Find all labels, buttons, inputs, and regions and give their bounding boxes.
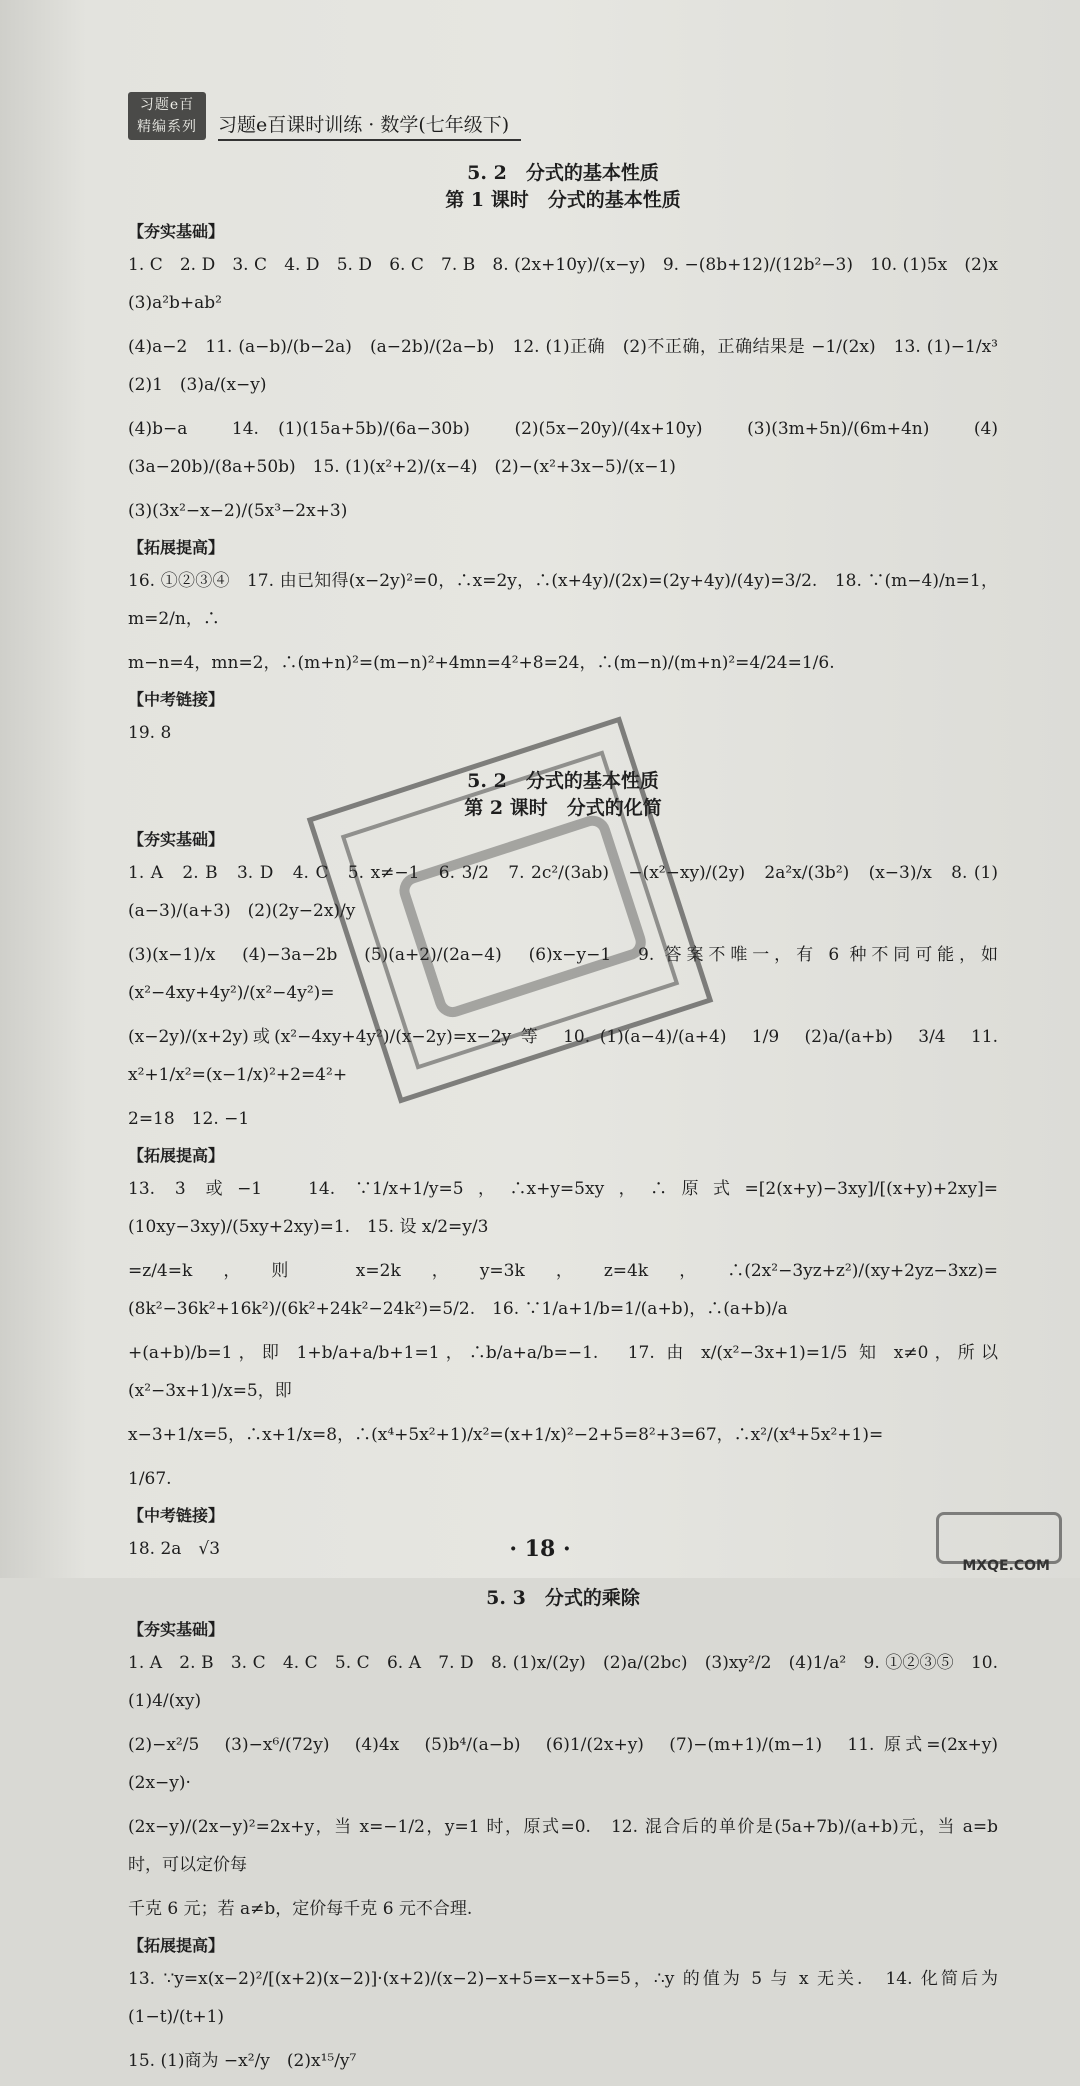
answer-line: 2=18 12. −1 (128, 1109, 250, 1129)
category-label: 【中考链接】 (128, 690, 225, 709)
category-label: 【夯实基础】 (128, 830, 225, 849)
section-5-2-lesson-1 (128, 160, 1015, 752)
stamp-glyph-icon (395, 811, 651, 1022)
answer-line: (4)a−2 11. (a−b)/(b−2a) (a−2b)/(2a−b) 12. (1)正确 (2)不正确，正确结果是 −1/(2x) 13. (1)−1/x³ (2)1 (3)a/(x−y) (128, 337, 1015, 395)
page-number: · 18 · (509, 1536, 571, 1562)
page-header (128, 92, 548, 140)
answer-line: x−3+1/x=5，∴x+1/x=8，∴(x⁴+5x²+1)/x²=(x+1/x)²−2+5=8²+3=67，∴x²/(x⁴+5x²+1)= (128, 1425, 884, 1445)
answer-line: (x−2y)/(x+2y)或(x²−4xy+4y²)/(x−2y)=x−2y 等 10. (1)(a−4)/(a+4) 1/9 (2)a/(a+b) 3/4 11. x²+1/x²=(x−1/x)²+2=4²+ (128, 1027, 998, 1085)
category-label: 【中考链接】 (128, 1506, 225, 1525)
category-label: 【拓展提高】 (128, 1146, 225, 1165)
answer-line: =z/4=k，则 x=2k，y=3k，z=4k，∴(2x²−3yz+z²)/(xy+2yz−3xz)=(8k²−36k²+16k²)/(6k²+24k²−24k²)=5/2. 16. ∵1/a+1/b=1/(a+b)，∴(a+b)/a (128, 1261, 998, 1319)
series-badge (128, 92, 206, 140)
lesson-title: 第 2 课时 分式的化简 (464, 797, 662, 819)
section-title: 5. 2 分式的基本性质 (467, 162, 659, 184)
answer-line: (2x−y)/(2x−y)²=2x+y，当 x=−1/2，y=1 时，原式=0. 12. 混合后的单价是(5a+7b)/(a+b)元，当 a=b 时，可以定价每 (128, 1817, 998, 1875)
category-label: 【夯实基础】 (128, 222, 225, 241)
series-line-1: 习题e百 (139, 97, 195, 113)
answer-line: (3)(x−1)/x (4)−3a−2b (5)(a+2)/(2a−4) (6)x−y−1 9. 答案不唯一，有 6 种不同可能，如(x²−4xy+4y²)/(x²−4y²)= (128, 945, 998, 1003)
answer-line: +(a+b)/b=1，即 1+b/a+a/b+1=1，∴b/a+a/b=−1. 17. 由 x/(x²−3x+1)=1/5 知 x≠0，所以(x²−3x+1)/x=5，即 (128, 1343, 998, 1401)
answer-line: 千克 6 元；若 a≠b，定价每千克 6 元不合理. (128, 1899, 473, 1919)
answer-line: 1. C 2. D 3. C 4. D 5. D 6. C 7. B 8. (2x+10y)/(x−y) 9. −(8b+12)/(12b²−3) 10. (1)5x (2)x (3)a²b+ab² (128, 255, 1015, 313)
series-line-2: 精编系列 (137, 119, 197, 135)
answer-line: 1. A 2. B 3. D 4. C 5. x≠−1 6. 3/2 7. 2c²/(3ab) −(x²−xy)/(2y) 2a²x/(3b²) (x−3)/x 8. (1)(a−3)/(a+3) (2)(2y−2x)/y (128, 863, 998, 921)
answer-line: 13. 3 或−1 14. ∵1/x+1/y=5，∴x+y=5xy，∴原式=[2(x+y)−3xy]/[(x+y)+2xy]=(10xy−3xy)/(5xy+2xy)=1. 15. 设 x/2=y/3 (128, 1179, 998, 1237)
category-label: 【拓展提高】 (128, 1936, 225, 1955)
section-title: 5. 2 分式的基本性质 (467, 770, 659, 792)
watermark-logo-icon (936, 1512, 1062, 1564)
answer-line: 19. 8 (128, 723, 172, 743)
answer-line: 1. A 2. B 3. C 4. C 5. C 6. A 7. D 8. (1)x/(2y) (2)a/(2bc) (3)xy²/2 (4)1/a² 9. ①②③⑤ 10. (1)4/(xy) (128, 1653, 998, 1711)
section-title: 5. 3 分式的乘除 (486, 1587, 640, 1609)
answer-line: 1/67. (128, 1469, 172, 1489)
book-title: 习题e百课时训练 · 数学(七年级下) (218, 110, 521, 141)
answer-line: (3)(3x²−x−2)/(5x³−2x+3) (128, 501, 348, 521)
watermark-text: MXQE.COM (962, 1558, 1050, 1574)
section-5-3 (128, 1584, 998, 2080)
category-label: 【拓展提高】 (128, 538, 225, 557)
answer-line: (2)−x²/5 (3)−x⁶/(72y) (4)4x (5)b⁴/(a−b) (6)1/(2x+y) (7)−(m+1)/(m−1) 11. 原式=(2x+y)(2x−y)· (128, 1735, 998, 1793)
answer-line: 16. ①②③④ 17. 由已知得(x−2y)²=0，∴x=2y，∴(x+4y)/(2x)=(2y+4y)/(4y)=3/2. 18. ∵(m−4)/n=1，m=2/n，∴ (128, 571, 998, 629)
answer-line: 15. (1)商为 −x²/y (2)x¹⁵/y⁷ (128, 2051, 357, 2071)
answer-line: (4)b−a 14. (1)(15a+5b)/(6a−30b) (2)(5x−20y)/(4x+10y) (3)(3m+5n)/(6m+4n) (4)(3a−20b)/(8a+50b) 15. (1)(x²+2)/(x−4) (2)−(x²+3x−5)/(x−1) (128, 419, 998, 477)
lesson-title: 第 1 课时 分式的基本性质 (445, 189, 681, 211)
category-label: 【夯实基础】 (128, 1620, 225, 1639)
answer-line: 18. 2a √3 (128, 1539, 221, 1559)
answer-line: 13. ∵y=x(x−2)²/[(x+2)(x−2)]·(x+2)/(x−2)−x+5=x−x+5=5，∴y 的值为 5 与 x 无关. 14. 化简后为(1−t)/(t+1) (128, 1969, 998, 2027)
answer-line: m−n=4，mn=2，∴(m+n)²=(m−n)²+4mn=4²+8=24，∴(m−n)/(m+n)²=4/24=1/6. (128, 653, 835, 673)
